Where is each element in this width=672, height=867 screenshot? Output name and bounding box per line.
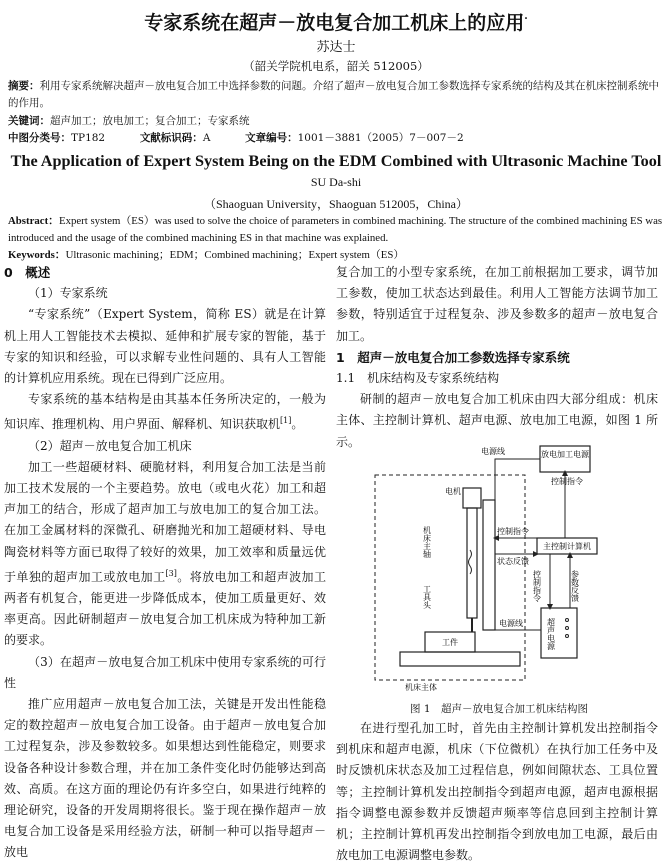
edm-supply-label: 放电加工电源: [541, 450, 589, 459]
article-no-label: 文章编号：: [245, 132, 298, 144]
main-pc-label: 主控制计算机: [543, 542, 591, 551]
section-0-heading: 0 概述: [4, 265, 51, 280]
motor-box: [463, 488, 481, 508]
tool-head-label: 工具头: [422, 585, 432, 609]
edm-ctrl-vertical-label: 控制指令: [551, 477, 583, 486]
paragraph-es-structure: 专家系统的基本结构是由其基本任务所决定的，一般为知识库、推理机构、用户界面、解释机、知识获取机[1]。: [4, 392, 326, 432]
right-column-top: [336, 262, 658, 453]
power-line-top: [495, 459, 540, 500]
abstract-text: 利用专家系统解决超声－放电复合加工中选择参数的问题。介绍了超声－放电复合加工参数选择专家系统的结构及其在机床控制系统中的作用。: [8, 80, 659, 109]
paragraph-processing-flow: 在进行型孔加工时，首先由主控制计算机发出控制指令到机床和超声电源，机床（下位微机）在执行加工任务中及时反馈机床状态及加工过程信息，例如间隙状态、工具位置等；主控制计算机发出控制指令到超声电源，超声电源根据指令调整电源参数并反馈超声频率等信息回到主控制计算机；主控制计算机再发出控制指令到放电加工电源，最后由放电加工电源调整电参数。: [336, 721, 658, 863]
subsection-feasibility: （3）在超声－放电复合加工机床中使用专家系统的可行性: [4, 654, 326, 690]
figure-1-caption: 图 1 超声－放电复合加工机床结构图: [409, 703, 589, 715]
doc-code-label: 文献标识码：: [139, 132, 203, 144]
english-keywords-text: Ultrasonic machining；EDM；Combined machining；Expert system（ES）: [65, 249, 405, 261]
keywords-text: 超声加工；放电加工；复合加工；专家系统: [50, 115, 250, 127]
control-cmd-label: 控制指令: [497, 527, 529, 536]
figure-1-diagram: [365, 440, 635, 695]
class-value: TP182: [71, 132, 106, 144]
arrow-head-edm: [562, 470, 568, 476]
english-title: The Application of Expert System Being on the EDM Combined with Ultrasonic Machine Tool: [10, 152, 662, 170]
paper-title: 专家系统在超声－放电复合加工机床上的应用·: [144, 12, 528, 34]
spindle-spring: [469, 550, 472, 574]
ultrasonic-supply-label: 超声电源: [546, 618, 556, 650]
paragraph-feasibility: 推广应用超声－放电复合加工法，关键是开发出性能稳定的数控超声－放电复合加工设备。由于超声－放电复合加工过程复杂，涉及参数较多。如果想达到性能稳定，则要求设备各种设计参数合理，并在加工条件变化时仍能够达到高效、高质。在这方面的理论仍有许多空白，如果进行纯粹的理论研究，设备的开发周期将很长。鉴于现在操作超声－放电复合加工设备是采用经验方法，研制一种可以指导超声－放电: [4, 697, 326, 860]
motor-label: 电机: [445, 487, 461, 496]
section-1-heading: 1 超声－放电复合加工参数选择专家系统: [336, 349, 570, 365]
workpiece-label: 工件: [442, 638, 458, 647]
english-keywords-label: Keywords：: [8, 249, 66, 261]
english-abstract: [8, 213, 664, 247]
subsection-combined-machine: （2）超声－放电复合加工机床: [28, 438, 192, 453]
english-author: SU Da-shi: [310, 175, 362, 189]
cn-keywords: [8, 113, 664, 130]
cn-abstract: [8, 78, 664, 112]
subsection-1-1-heading: 1.1 机床结构及专家系统结构: [336, 371, 500, 386]
author: 苏达士: [316, 40, 356, 55]
cn-classification: [8, 130, 664, 147]
subsection-expert-system: （1）专家系统: [28, 286, 108, 301]
doc-code-value: A: [202, 132, 211, 144]
right-column-bottom: [336, 718, 658, 866]
article-no-value: 1001－3881（2005）7－007－2: [297, 132, 464, 144]
left-column: [4, 262, 326, 864]
paragraph-machine-structure: 研制的超声－放电复合加工机床由四大部分组成：机床主体、主控制计算机、超声电源、放电加工电源，如图 1 所示。: [336, 392, 658, 449]
status-fb-label: 状态反馈: [497, 557, 529, 566]
english-abstract-label: Abstract：: [8, 215, 59, 227]
abstract-label: 摘要：: [8, 80, 40, 92]
param-fb-label: 参数反馈: [570, 570, 580, 602]
machine-base: [400, 652, 520, 666]
machine-body-outline: [375, 475, 525, 680]
paragraph-continued: 复合加工的小型专家系统，在加工前根据加工要求，调节加工参数，使加工状态达到最佳。利用人工智能方法调节加工参数，特别适宜于过程复杂、涉及参数多的超声－放电复合加工。: [336, 265, 658, 343]
english-abstract-text: Expert system（ES）was used to solve the choice of parameters in combined machining. The structure of the combined machining ES was introduced and the usage of the combined machining ES in that machine was explained.: [8, 215, 663, 244]
ctrl-cmd-vertical-label-2: 控制指令: [532, 570, 542, 602]
arrow-head-status: [533, 551, 539, 557]
citation-1: [1]: [280, 416, 292, 426]
title-footnote-mark: ·: [524, 13, 528, 25]
citation-3: [3]: [165, 568, 177, 578]
keywords-label: 关键词：: [8, 115, 50, 127]
machine-body-label: 机床主体: [405, 683, 437, 692]
spindle-label: 机床主轴: [422, 526, 432, 558]
class-label: 中图分类号：: [8, 132, 71, 144]
affiliation: （韶关学院机电系，韶关 512005）: [243, 59, 429, 73]
machine-frame: [483, 500, 495, 630]
paragraph-expert-system: “专家系统”（Expert System，简称 ES）就是在计算机上用人工智能技术去模拟、延伸和扩展专家的智能，基于专家的知识和经验，可以求解专业性问题的、具有人工智能的计算机应用系统。现在已得到广泛应用。: [4, 307, 326, 386]
power-line-label-bottom: 电源线: [499, 619, 523, 628]
paragraph-combined-machine: 加工一些超硬材料、硬脆材料，利用复合加工法是当前加工技术发展的一个主要趋势。放电（或电火花）加工和超声加工的结合，形成了超声加工与放电加工的复合加工法。在加工金属材料的深微孔、研磨抛光和加工超硬材料、导电陶瓷材料等方面已取得了较好的效果，加工效率和质量远优于单独的超声加工或放电加工[3]。将放电加工和超声波加工两者有机复合，能更进一步降低成本，使加工质量更好、效率更高。因此研制超声－放电复合加工机床成为特种加工新的要求。: [4, 459, 326, 648]
power-line-label-top: 电源线: [481, 447, 505, 456]
english-affiliation: （Shaoguan University，Shaoguan 512005，China）: [204, 197, 468, 211]
